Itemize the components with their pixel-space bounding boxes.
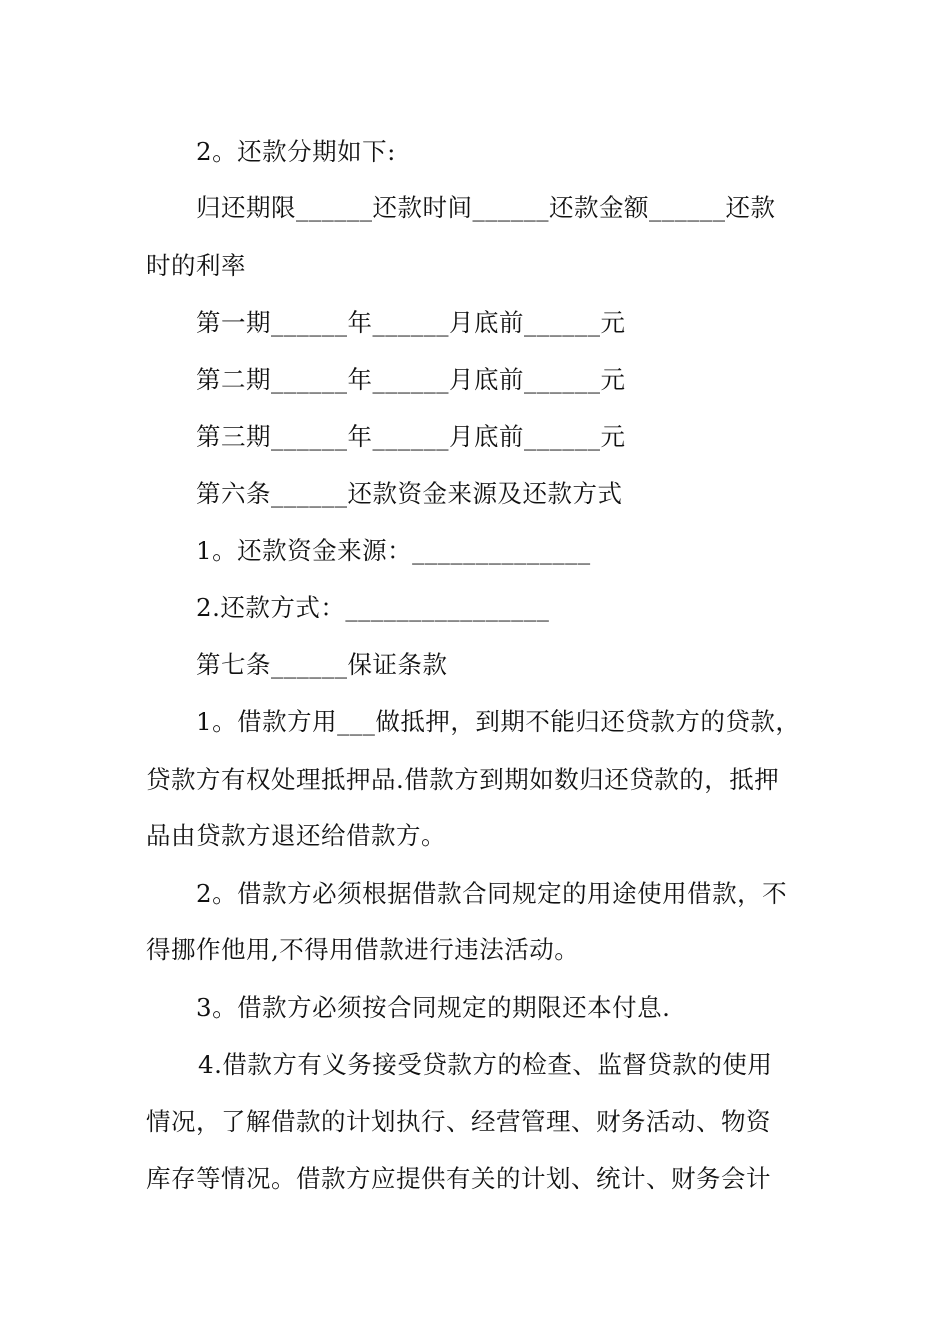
text-line: 归还期限______还款时间______还款金额______还款 [196,193,776,222]
text-line: 第一期______年______月底前______元 [196,308,626,337]
text-line: 3。借款方必须按合同规定的期限还本付息. [196,993,671,1022]
text-line: 1。还款资金来源：______________ [196,536,591,565]
text-line: 第二期______年______月底前______元 [196,365,626,394]
text-line: 贷款方有权处理抵押品.借款方到期如数归还贷款的，抵押 [146,765,780,794]
text-line: 4.借款方有义务接受贷款方的检查、监督贷款的使用 [198,1050,773,1079]
text-line: 2.还款方式：________________ [196,593,550,622]
text-line: 情况，了解借款的计划执行、经营管理、财务活动、物资 [146,1107,771,1136]
text-line: 2。借款方必须根据借款合同规定的用途使用借款，不 [196,879,788,908]
text-line: 1。借款方用___做抵押，到期不能归还贷款方的贷款， [196,707,801,736]
text-line: 得挪作他用,不得用借款进行违法活动。 [146,935,580,964]
text-line: 2。还款分期如下: [196,137,396,166]
text-line: 第六条______还款资金来源及还款方式 [196,479,623,508]
text-line: 库存等情况。借款方应提供有关的计划、统计、财务会计 [146,1164,771,1193]
text-line: 第三期______年______月底前______元 [196,422,626,451]
text-line: 品由贷款方退还给借款方。 [146,821,446,850]
text-line: 第七条______保证条款 [196,650,448,679]
text-line: 时的利率 [146,251,246,280]
